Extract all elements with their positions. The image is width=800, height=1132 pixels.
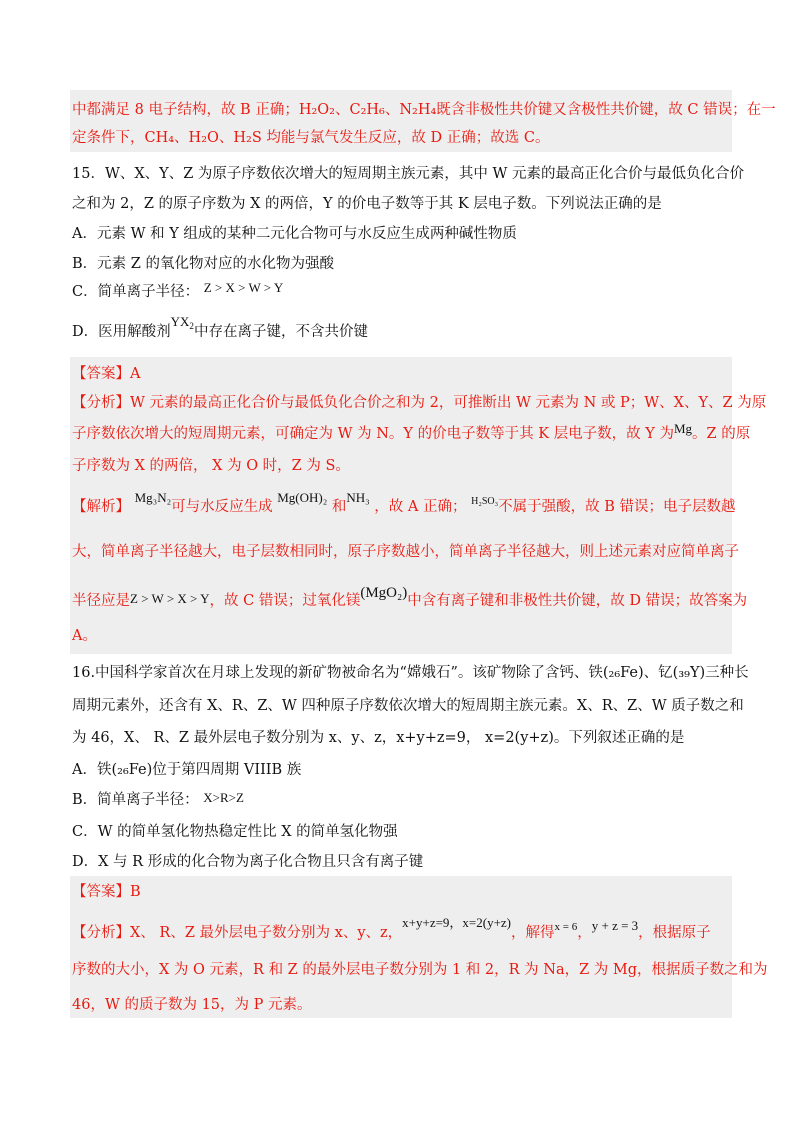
q16-answer: 【答案】B	[72, 884, 141, 900]
q15-option-d-formula-sub: 2	[189, 321, 194, 331]
q15-solution-line-3-post: 中含有离子键和非极性共价键，故 D 错误；故答案为	[407, 593, 748, 609]
q16-formula-x: x = 6	[554, 921, 578, 933]
q15-option-d-formula-base: YX	[170, 314, 190, 329]
q16-option-c: C．W 的简单氢化物热稳定性比 X 的简单氢化物强	[72, 824, 398, 840]
q14-tail-line-1: 中都满足 8 电子结构，故 B 正确；H₂O₂、C₂H₆、N₂H₄既含非极性共价键又含极性共价键，故 C 错误；在一	[72, 102, 776, 118]
q15-solution-line-2: 大，简单离子半径越大，电子层数相同时，原子序数越小，简单离子半径越大，则上述元素对应简单离子	[72, 544, 739, 560]
q15-answer: 【答案】A	[72, 366, 141, 382]
q16-option-a: A．铁(₂₆Fe)位于第四周期 VIIIB 族	[72, 762, 302, 778]
q15-formula-mg3n2: Mg₃N₂	[134, 490, 172, 505]
q15-solution-label: 【解析】	[72, 499, 130, 515]
q16-analysis-line-3: 46，W 的质子数为 15，为 P 元素。	[72, 997, 312, 1013]
q15-option-d-formula	[171, 314, 194, 329]
q15-option-d-label: D．医用解酸剂	[72, 324, 171, 340]
q15-solution-text-2: 和	[331, 499, 347, 515]
q16-analysis-line-2: 序数的大小，X 为 O 元素，R 和 Z 的最外层电子数分别为 1 和 2，R 为 Na，Z 为 Mg，根据质子数之和为	[72, 962, 768, 978]
q15-option-d	[72, 314, 368, 346]
q15-analysis-mg: Mg	[673, 421, 693, 436]
q15-formula-radius-order: Z > W > X > Y	[130, 591, 210, 606]
q16-stem-line-2: 周期元素外，还含有 X、R、Z、W 四种原子序数依次增大的短周期主族元素。X、R、Z、W 质子数之和	[72, 698, 744, 714]
q16-formula-yz: y + z = 3	[591, 918, 639, 933]
q16-analysis-line-1-mid: ，解得	[511, 925, 555, 941]
q15-solution-text-4: 不属于强酸，故 B 错误；电子层数越	[498, 499, 736, 515]
q15-solution-text-1: 可与水反应生成	[171, 499, 273, 515]
q15-formula-nh3: NH₃	[346, 490, 370, 505]
q16-analysis-line-1-pre: 【分析】X、 R、Z 最外层电子数分别为 x、y、z，	[72, 925, 403, 941]
q15-stem-line-1: 15．W、X、Y、Z 为原子序数依次增大的短周期主族元素，其中 W 元素的最高正化合价与最低负化合价	[72, 166, 745, 182]
q16-analysis-line-1-sep: ，	[577, 925, 592, 941]
q15-analysis-line-2	[72, 421, 751, 444]
q15-option-c-label: C．简单离子半径：	[72, 284, 200, 300]
q14-tail-line-2: 定条件下，CH₄、H₂O、H₂S 均能与氯气发生反应，故 D 正确；故选 C。	[72, 130, 550, 146]
q15-solution-line-3-pre: 半径应是	[72, 593, 130, 609]
q15-solution-line-3-mid: ，故 C 错误；过氧化镁	[209, 593, 361, 609]
q15-formula-mgo2: (MgO₂)	[360, 585, 408, 601]
q15-solution-line-1	[72, 490, 736, 519]
q15-solution-line-3	[72, 585, 748, 611]
q15-option-d-text: 中存在离子键，不含共价键	[193, 324, 368, 340]
q16-option-b-formula: X>R>Z	[203, 790, 244, 805]
q15-analysis-line-3: 子序数为 X 的两倍， X 为 O 时，Z 为 S。	[72, 458, 350, 474]
q15-analysis-line-1: 【分析】W 元素的最高正化合价与最低负化合价之和为 2，可推断出 W 元素为 N 或 P；W、X、Y、Z 为原	[72, 395, 767, 411]
q16-formula-system: x+y+z=9，x=2(y+z)	[402, 915, 512, 930]
q16-stem-line-3: 为 46，X、 R、Z 最外层电子数分别为 x、y、z，x+y+z=9， x=2(y+z)。下列叙述正确的是	[72, 730, 685, 746]
q15-stem-line-2: 之和为 2，Z 的原子序数为 X 的两倍，Y 的价电子数等于其 K 层电子数。下列说法正确的是	[72, 196, 662, 212]
q16-option-b-label: B．简单离子半径：	[72, 792, 199, 808]
q16-analysis-line-1-post: ，根据原子	[638, 925, 711, 941]
q16-option-b	[72, 790, 244, 810]
q15-option-b: B．元素 Z 的氧化物对应的水化物为强酸	[72, 256, 334, 272]
q15-solution-line-4: A。	[72, 628, 97, 644]
q15-option-a: A．元素 W 和 Y 组成的某种二元化合物可与水反应生成两种碱性物质	[72, 226, 517, 242]
q16-stem-line-1: 16.中国科学家首次在月球上发现的新矿物被命名为“嫦娥石”。该矿物除了含钙、铁(₂₆Fe)、钇(₃₉Y)三种长	[72, 665, 749, 681]
q15-formula-h2so3: H₂SO₃	[471, 496, 499, 507]
q15-analysis-line-2-post: 。Z 的原	[692, 426, 751, 442]
q15-option-c	[72, 282, 283, 302]
q15-option-c-formula: Z > X > W > Y	[203, 280, 284, 295]
q15-formula-mgoh2: Mg(OH)₂	[277, 490, 328, 505]
q15-solution-text-3: ，故 A 正确；	[374, 499, 467, 515]
q15-analysis-line-2-text: 子序数依次增大的短周期元素，可确定为 W 为 N。Y 的价电子数等于其 K 层电子数，故 Y 为	[72, 426, 674, 442]
q16-option-d: D．X 与 R 形成的化合物为离子化合物且只含有离子键	[72, 854, 424, 870]
q16-analysis-line-1	[72, 915, 711, 944]
